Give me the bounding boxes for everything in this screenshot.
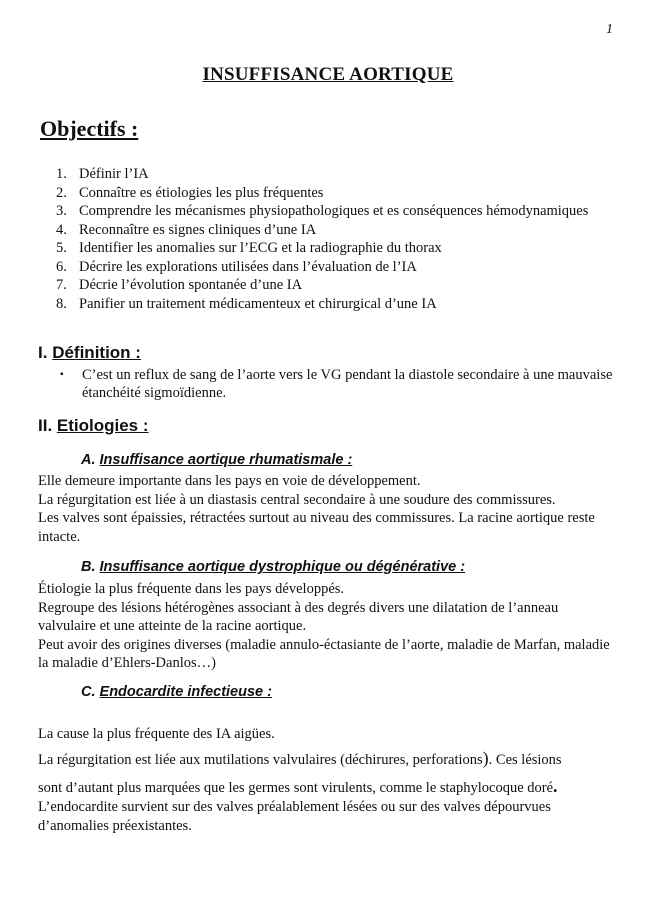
section-heading-etiologies	[38, 416, 149, 436]
paragraph-line	[38, 776, 618, 798]
line-paren: )	[482, 748, 489, 768]
line-text: sont d’autant plus marquées que les germes sont virulents, comme le staphylocoque doré	[38, 780, 554, 796]
section-number: II.	[38, 416, 53, 435]
paragraph-line: La cause la plus fréquente des IA aigües.	[38, 726, 275, 742]
paragraph-line: L’endocardite survient sur des valves préalablement lésées ou sur des valves dépourvues d’anomalies préexistantes.	[38, 799, 551, 834]
paragraph-line: Les valves sont épaissies, rétractées surtout au niveau des commissures. La racine aortique reste intacte.	[38, 510, 595, 545]
line-text-end: . Ces lésions	[488, 752, 562, 768]
definition-text: C’est un reflux de sang de l’aorte vers le VG pendant la diastole secondaire à une mauvaise étanchéité sigmoïdienne.	[82, 367, 613, 401]
paragraph-degenerative	[38, 580, 618, 673]
subsection-heading-b	[81, 559, 465, 575]
list-item	[56, 258, 616, 277]
line-text: La régurgitation est liée aux mutilations valvulaires (déchirures, perforations	[38, 752, 483, 768]
document-title: INSUFFISANCE AORTIQUE	[202, 64, 454, 85]
subsection-letter: C.	[81, 684, 96, 700]
list-item	[56, 239, 616, 258]
paragraph-line: La régurgitation est liée à un diastasis central secondaire à une soudure des commissures.	[38, 491, 556, 508]
section-number: I.	[38, 343, 48, 362]
subsection-title: Insuffisance aortique rhumatismale :	[99, 452, 353, 468]
paragraph-line: Étiologie la plus fréquente dans les pays développés.	[38, 581, 345, 597]
subsection-letter: A.	[81, 452, 96, 468]
square-bullet-icon: ▪	[60, 369, 64, 380]
list-item	[56, 165, 616, 184]
list-text: Décrie l’évolution spontanée d’une IA	[79, 277, 303, 293]
subsection-title: Endocardite infectieuse :	[99, 684, 272, 700]
paragraph-line: Peut avoir des origines diverses (maladie annulo-éctasiante de l’aorte, maladie de Marfan, maladie la maladie d’Ehlers-Danlos…)	[38, 636, 610, 671]
line-period: .	[553, 776, 558, 796]
list-text: Définir l’IA	[79, 166, 149, 182]
list-number: 1.	[56, 166, 67, 182]
list-number: 8.	[56, 295, 67, 312]
list-number: 6.	[56, 258, 67, 275]
page-number: 1	[606, 22, 613, 37]
list-item	[56, 202, 616, 221]
list-number: 7.	[56, 277, 67, 293]
subsection-heading-a	[81, 452, 352, 468]
objectives-list	[56, 165, 616, 313]
section-title: Définition :	[52, 343, 141, 362]
list-number: 4.	[56, 221, 67, 238]
list-text: Décrire les explorations utilisées dans l’évaluation de l’IA	[79, 258, 417, 275]
objectives-heading: Objectifs :	[40, 116, 139, 141]
list-text: Reconnaître es signes cliniques d’une IA	[79, 221, 317, 238]
list-item	[56, 295, 616, 314]
list-text: Identifier les anomalies sur l’ECG et la radiographie du thorax	[79, 240, 442, 256]
paragraph-endocardite	[38, 724, 618, 835]
list-item	[56, 184, 616, 203]
paragraph-rhumatismale	[38, 472, 618, 546]
list-number: 3.	[56, 203, 67, 219]
list-item	[56, 221, 616, 240]
section-heading-definition	[38, 343, 141, 363]
subsection-letter: B.	[81, 559, 96, 575]
list-text: Panifier un traitement médicamenteux et chirurgical d’une IA	[79, 295, 437, 312]
list-number: 5.	[56, 240, 67, 256]
list-text: Connaître es étiologies les plus fréquentes	[79, 184, 324, 201]
paragraph-line: Elle demeure importante dans les pays en voie de développement.	[38, 473, 421, 489]
definition-bullet-item	[60, 366, 620, 402]
paragraph-line: Regroupe des lésions hétérogènes associant à des degrés divers une dilatation de l’anneau valvulaire et une atteinte de la racine aortique.	[38, 599, 559, 634]
paragraph-line	[38, 748, 618, 770]
list-item	[56, 276, 616, 295]
list-text: Comprendre les mécanismes physiopathologiques et es conséquences hémodynamiques	[79, 203, 589, 219]
subsection-title: Insuffisance aortique dystrophique ou dégénérative :	[99, 559, 466, 575]
subsection-heading-c	[81, 684, 272, 700]
list-number: 2.	[56, 184, 67, 201]
section-title: Etiologies :	[56, 416, 149, 435]
